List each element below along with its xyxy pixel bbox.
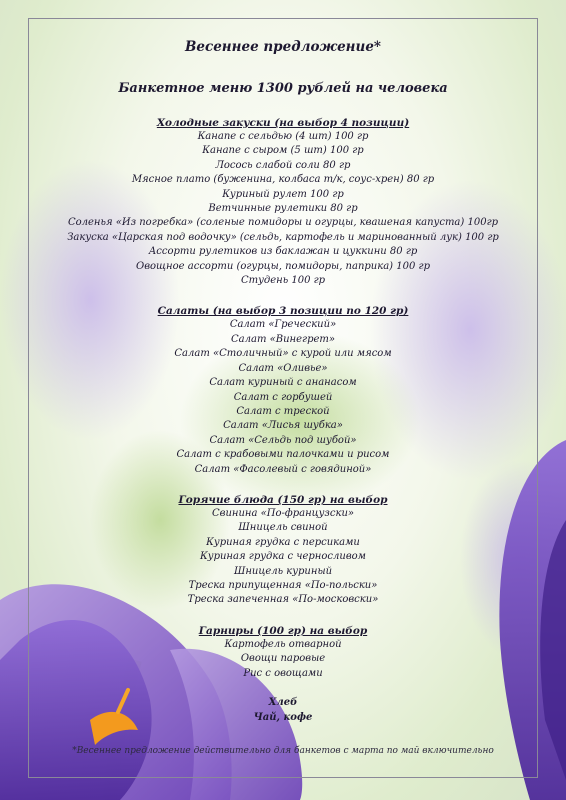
menu-subtitle: Банкетное меню 1300 рублей на человека	[118, 81, 448, 96]
menu-item: Салат «Сельдь под шубой»	[209, 434, 357, 446]
section-title: Гарниры (100 гр) на выбор	[198, 624, 368, 637]
menu-item: Картофель отварной	[224, 638, 342, 650]
menu-item: Закуска «Царская под водочку» (сельдь, картофель и маринованный лук) 100 гр	[67, 231, 499, 243]
extra-bread: Хлеб	[268, 697, 298, 708]
footnote: *Весеннее предложение действительно для банкетов с марта по май включительно	[72, 746, 494, 756]
menu-item: Треска запеченная «По-московски»	[187, 594, 379, 606]
menu-item: Куриная грудка с черносливом	[200, 551, 366, 563]
menu-item: Свинина «По-французски»	[211, 507, 355, 519]
menu-item: Шницель свиной	[238, 522, 328, 534]
extra-drinks: Чай, кофе	[253, 712, 313, 723]
menu-item: Овощное ассорти (огурцы, помидоры, паприка) 100 гр	[136, 260, 430, 272]
menu-item: Овощи паровые	[240, 653, 326, 665]
menu-item: Рис с овощами	[243, 667, 323, 679]
menu-item: Салат «Фасолевый с говядиной»	[194, 463, 372, 475]
menu-item: Салат «Столичный» с курой или мясом	[174, 348, 392, 360]
menu-item: Куриный рулет 100 гр	[222, 188, 344, 200]
menu-item: Канапе с сыром (5 шт) 100 гр	[202, 145, 364, 157]
menu-item: Салат «Винегрет»	[231, 333, 335, 345]
menu-item: Соленья «Из погребка» (соленые помидоры и огурцы, квашеная капуста) 100гр	[67, 217, 499, 229]
menu-item: Салат с крабовыми палочками и рисом	[176, 449, 390, 461]
section-title: Горячие блюда (150 гр) на выбор	[178, 493, 388, 506]
menu-item: Куриная грудка с персиками	[206, 536, 360, 548]
menu-item: Лосось слабой соли 80 гр	[215, 159, 351, 171]
menu-item: Шницель куриный	[233, 565, 333, 577]
menu-item: Ассорти рулетиков из баклажан и цуккини 80 гр	[148, 246, 418, 258]
menu-item: Студень 100 гр	[240, 275, 326, 287]
section-side-dishes	[28, 624, 538, 681]
menu-item: Салат с треской	[236, 405, 330, 417]
section-extras	[28, 695, 538, 725]
menu-item: Салат «Греческий»	[229, 319, 337, 331]
menu-item: Салат с горбушей	[233, 391, 333, 403]
menu-item: Салат «Оливье»	[238, 362, 328, 374]
menu-content	[28, 18, 538, 725]
page-title: Весеннее предложение*	[184, 39, 381, 55]
section-hot-dishes	[28, 493, 538, 608]
section-salads	[28, 304, 538, 476]
menu-item: Салат «Лисья шубка»	[223, 420, 343, 432]
menu-item: Мясное плато (буженина, колбаса т/к, соус-хрен) 80 гр	[131, 174, 435, 186]
section-title: Салаты (на выбор 3 позиции по 120 гр)	[157, 305, 409, 318]
menu-item: Треска припущенная «По-польски»	[188, 579, 378, 591]
menu-item: Канапе с сельдью (4 шт) 100 гр	[197, 131, 369, 142]
section-cold-appetizers	[28, 116, 538, 288]
section-title: Холодные закуски (на выбор 4 позиции)	[156, 117, 410, 129]
menu-item: Салат куриный с ананасом	[209, 377, 357, 389]
menu-item: Ветчинные рулетики 80 гр	[208, 203, 358, 215]
